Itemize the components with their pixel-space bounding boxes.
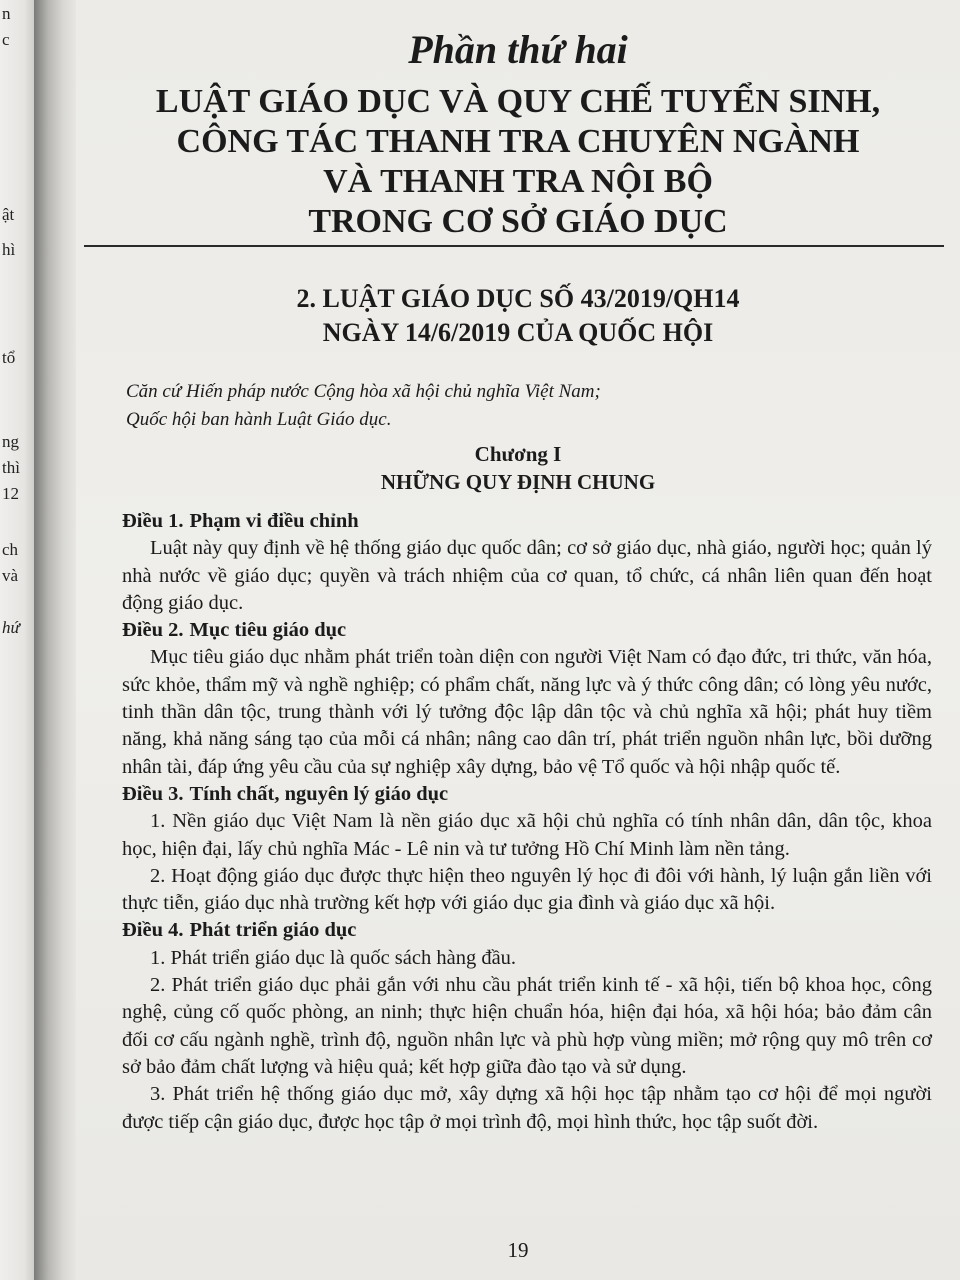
main-title-line: CÔNG TÁC THANH TRA CHUYÊN NGÀNH: [176, 123, 860, 160]
left-fragment: ật: [2, 205, 15, 224]
left-fragment: thì: [2, 458, 20, 477]
chapter-title: NHỮNG QUY ĐỊNH CHUNG: [380, 470, 656, 494]
article-number: Điều 1.: [122, 510, 184, 532]
preamble: [126, 378, 601, 434]
preamble-line: Căn cứ Hiến pháp nước Cộng hòa xã hội chủ nghĩa Việt Nam;: [126, 381, 601, 402]
left-fragment: tổ: [2, 348, 16, 367]
main-title: [106, 82, 930, 242]
article-heading: [122, 917, 932, 944]
law-title-line: 2. LUẬT GIÁO DỤC SỐ 43/2019/QH14: [296, 284, 740, 313]
article-paragraph: 1. Phát triển giáo dục là quốc sách hàng đầu.: [150, 946, 517, 969]
title-divider: [84, 245, 944, 247]
left-fragment: ch: [2, 540, 19, 559]
part-title: Phần thứ hai: [408, 27, 628, 72]
left-fragment: 12: [2, 484, 19, 503]
article-heading: [122, 508, 932, 535]
book-gutter: [34, 0, 76, 1280]
left-fragment: và: [2, 566, 19, 585]
law-title-line: NGÀY 14/6/2019 CỦA QUỐC HỘI: [322, 318, 714, 347]
chapter-number: Chương I: [474, 442, 562, 466]
preamble-line: Quốc hội ban hành Luật Giáo dục.: [126, 409, 392, 430]
left-fragment: n: [2, 4, 11, 23]
article-paragraph: 3. Phát triển hệ thống giáo dục mở, xây dựng xã hội học tập nhằm tạo cơ hội để mọi người được tiếp cận giáo dục, được học tập ở mọi trình độ, mọi hình thức, học tập suốt đời.: [122, 1083, 932, 1133]
article-title: Mục tiêu giáo dục: [189, 619, 347, 642]
left-fragment: hì: [2, 240, 16, 259]
article-number: Điều 2.: [122, 619, 184, 642]
article-title: Phát triển giáo dục: [189, 919, 357, 942]
adjacent-page-edge: [0, 0, 34, 1280]
page-number: 19: [507, 1238, 529, 1262]
left-fragment: hứ: [2, 618, 20, 637]
left-fragment: c: [2, 30, 10, 49]
article-paragraph: 2. Hoạt động giáo dục được thực hiện theo nguyên lý học đi đôi với hành, lý luận gắn liền với thực tiễn, giáo dục nhà trường kết hợp với giáo dục gia đình và giáo dục xã hội.: [122, 864, 932, 915]
article-paragraph: Mục tiêu giáo dục nhằm phát triển toàn diện con người Việt Nam có đạo đức, tri thức, văn hóa, sức khỏe, thẩm mỹ và nghề nghiệp; có phẩm chất, năng lực và ý thức công dân; có lòng yêu nước, tinh thần dân tộc, trung thành với lý tưởng độc lập dân tộc và chủ nghĩa xã hội; phát huy tiềm năng, khả năng sáng tạo của mỗi cá nhân; nâng cao dân trí, phát triển nguồn nhân lực, bồi dưỡng nhân tài, đáp ứng yêu cầu của sự nghiệp xây dựng, bảo vệ Tổ quốc và hội nhập quốc tế.: [122, 646, 932, 778]
law-body: [122, 508, 932, 1136]
article-number: Điều 3.: [122, 782, 184, 805]
chapter-heading: [76, 440, 960, 496]
article-paragraph: 2. Phát triển giáo dục phải gắn với nhu cầu phát triển kinh tế - xã hội, tiến bộ khoa học, công nghệ, củng cố quốc phòng, an ninh; thực hiện chuẩn hóa, hiện đại hóa, xã hội hóa; bảo đảm cân đối cơ cấu ngành nghề, trình độ, nguồn nhân lực và phù hợp vùng miền; mở rộng quy mô trên cơ sở bảo đảm chất lượng và hiệu quả; kết hợp giữa đào tạo và sử dụng.: [122, 974, 932, 1078]
article-title: Phạm vi điều chỉnh: [189, 510, 359, 532]
article-paragraph: Luật này quy định về hệ thống giáo dục quốc dân; cơ sở giáo dục, nhà giáo, người học; quản lý nhà nước về giáo dục; quyền và trách nhiệm của cơ quan, tổ chức, cá nhân liên quan đến hoạt động giáo dục.: [122, 537, 932, 614]
article-number: Điều 4.: [122, 919, 184, 942]
left-fragment: ng: [2, 432, 19, 451]
article-heading: [122, 781, 932, 808]
book-page: [76, 0, 960, 1280]
article-title: Tính chất, nguyên lý giáo dục: [189, 782, 449, 805]
law-title: [76, 282, 960, 350]
article-paragraph: 1. Nền giáo dục Việt Nam là nền giáo dục xã hội chủ nghĩa có tính nhân dân, dân tộc, khoa học, hiện đại, lấy chủ nghĩa Mác - Lê nin và tư tưởng Hồ Chí Minh làm nền tảng.: [122, 810, 932, 860]
main-title-line: VÀ THANH TRA NỘI BỘ: [323, 163, 713, 200]
article-heading: [122, 617, 932, 644]
main-title-line: TRONG CƠ SỞ GIÁO DỤC: [308, 203, 728, 240]
main-title-line: LUẬT GIÁO DỤC VÀ QUY CHẾ TUYỂN SINH,: [155, 83, 881, 120]
